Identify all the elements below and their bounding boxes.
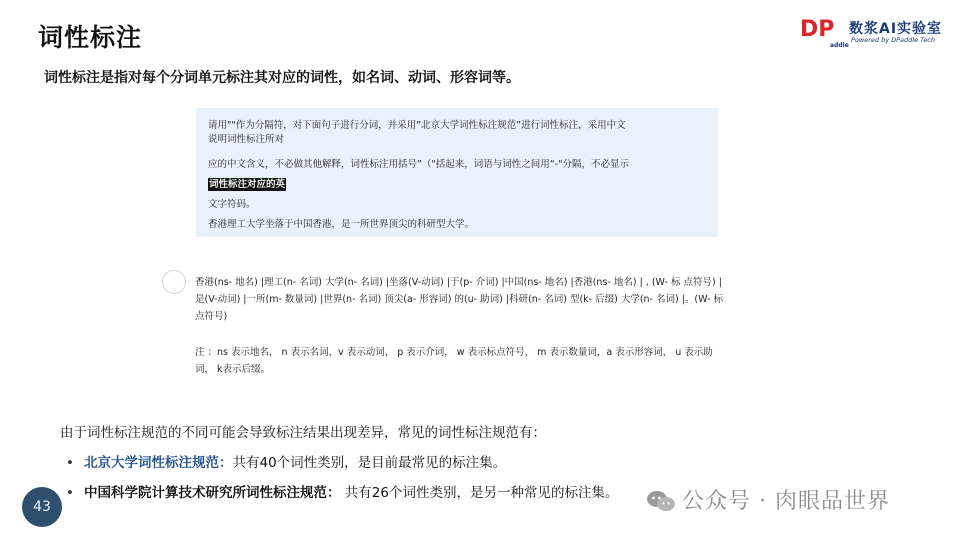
prompt-line-3: 应的中文含义，不必做其他解释，词性标注用括号”（"括起来，词语与词性之间用“-"分隔，不必显示	[208, 159, 630, 170]
prompt-line-2: 说明词性标注所对	[208, 134, 285, 145]
bottom-lead-text: 由于词性标注规范的不同可能会导致标注结果出现差异，常见的词性标注规范有：	[60, 425, 546, 441]
watermark-text: 公众号 · 肉眼品世界	[682, 489, 890, 514]
subtitle: 词性标注是指对每个分词单元标注其对应的词性，如名词、动词、形容词等。	[44, 70, 520, 86]
page-title: 词性标注	[38, 23, 143, 52]
tag-legend-note: 注 ：ns 表示地名， n 表示名词，v 表示动词， p 表示介词， w 表示标点符号， m 表示数量词，a 表示形容词， u 表示助词， k表示后缀。	[195, 347, 713, 375]
spec-name: 中国科学院计算技术研究所词性标注规范：	[84, 485, 341, 501]
list-item	[66, 451, 506, 471]
tagging-result: 香港(ns- 地名) |理工(n- 名词) 大学(n- 名词) |坐落(V-动词) |于(p- 介词) |中国(ns- 地名) |香港(ns- 地名) | , (W- 标 点符号) |是(V-动词) |一所(m- 数量词) |世界(n- 名词) 顶尖(a- 形容词) 的(u- 助词) |科研(n- 名词) 型(k- 后缀) 大学(n- 名词) |。(W- 标点符号)	[195, 277, 724, 322]
logo-sub: addle	[830, 42, 849, 49]
spec-desc: 共有26个词性类别，是另一种常见的标注集。	[340, 485, 619, 501]
spec-name: 北京大学词性标注规范：	[84, 455, 233, 471]
logo-mark: DP	[800, 17, 835, 42]
prompt-line-1: 请用""作为分隔符，对下面句子进行分词，并采用”北京大学词性标注规范”进行词性标注，采用中文	[208, 120, 626, 131]
prompt-line-4-highlight: 词性标注对应的英	[209, 179, 286, 190]
watermark	[646, 484, 890, 515]
logo-name: 数浆AI实验室	[849, 21, 943, 37]
logo	[800, 17, 950, 49]
prompt-box	[196, 108, 718, 237]
spec-desc: 共有40个词性类别，是目前最常见的标注集。	[232, 455, 507, 471]
wechat-icon	[646, 490, 676, 512]
bullet-icon: •	[66, 455, 74, 471]
avatar-circle	[162, 270, 186, 294]
bullet-icon: •	[66, 485, 74, 501]
prompt-line-6: 香港理工大学坐落于中国香港，是一所世界顶尖的科研型大学。	[208, 219, 475, 230]
logo-tagline: Powered by DPaddle Tech	[851, 36, 936, 44]
prompt-line-5: 文字符码。	[208, 199, 256, 210]
list-item	[66, 481, 618, 501]
page-number: 43	[22, 487, 62, 527]
